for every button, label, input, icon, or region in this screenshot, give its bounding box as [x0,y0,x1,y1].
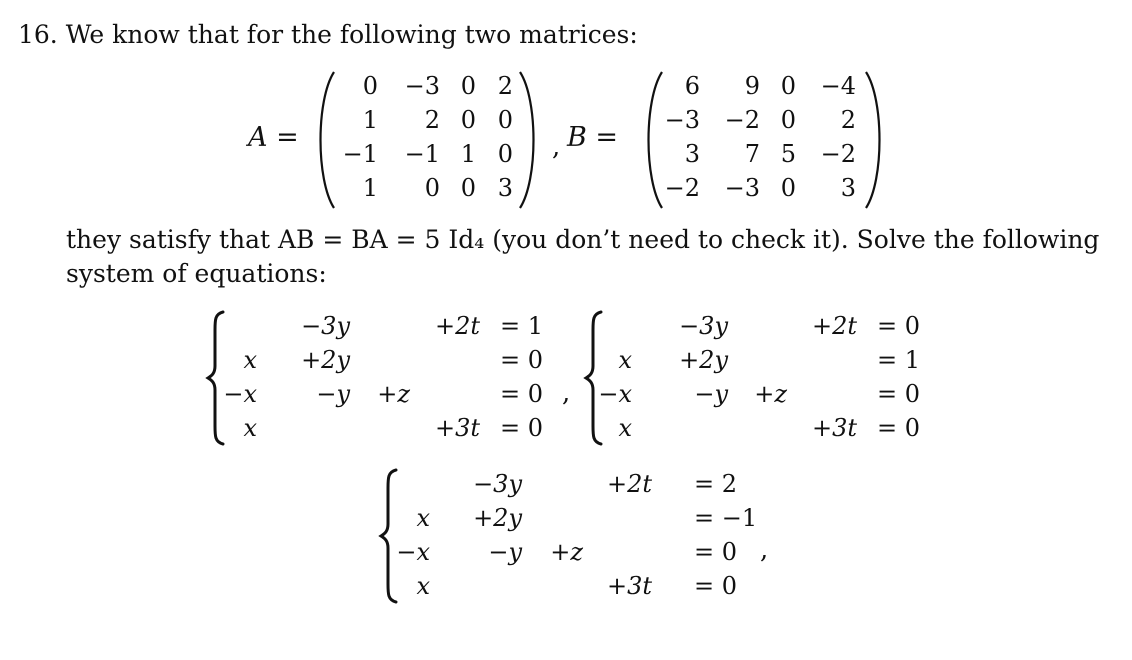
equation-rhs: = 0 [877,312,921,340]
equation-term: +2y [473,504,522,532]
matrix-entry: 0 [497,140,513,168]
matrix-entry: 0 [460,174,476,202]
equation-rhs: = 2 [694,470,738,498]
equation-rhs: = 0 [500,414,544,442]
problem-header [18,20,638,50]
equation-term: −3y [679,312,728,340]
matrix-entry: 3 [840,174,856,202]
matrix-entry: 2 [497,72,513,100]
equation-term: −y [488,538,522,566]
equation-term: +2t [811,312,857,340]
equation-term: +2y [679,346,728,374]
matrix-entry: 0 [780,106,796,134]
equation-rhs: = 1 [500,312,544,340]
matrix-entry: 1 [460,140,476,168]
equation-rhs: = 0 [694,572,738,600]
equation-rhs: = −1 [694,504,758,532]
equation-term: −y [694,380,728,408]
equation-term: +z [377,380,410,408]
equation-term: +2t [606,470,652,498]
matrix-entry: 7 [744,140,760,168]
matrix-b-label: B = [567,122,619,153]
matrix-entry: 5 [780,140,796,168]
equation-term: x [416,504,430,532]
matrix-entry: 1 [362,174,378,202]
equation-term: −x [396,538,430,566]
equation-term: +2t [434,312,480,340]
matrix-entry: 3 [497,174,513,202]
problem-number: 16. [18,20,58,49]
problem-intro: We know that for the following two matrices: [65,20,638,49]
matrix-entry: 0 [362,72,378,100]
equation-term: x [243,414,257,442]
equation-term: x [243,346,257,374]
matrix-separator: , [552,132,561,162]
matrix-entry: 0 [780,174,796,202]
matrix-entry: 0 [424,174,440,202]
matrix-entry: −3 [724,174,760,202]
matrix-entry: 2 [840,106,856,134]
equation-term: −3y [473,470,522,498]
equation-rhs: = 1 [877,346,921,374]
system-punctuation: , [562,378,571,408]
matrix-entry: −1 [404,140,440,168]
matrix-entry: 1 [362,106,378,134]
equation-term: −3y [301,312,350,340]
matrix-entry: −2 [820,140,856,168]
matrix-entry: −4 [820,72,856,100]
equation-term: +z [754,380,787,408]
equation-term: −x [223,380,257,408]
equation-term: +3t [811,414,857,442]
matrix-entry: −3 [664,106,700,134]
statement-line-1: they satisfy that AB = BA = 5 Id₄ (you don’t need to check it). Solve the following [66,225,1100,254]
equation-term: +2y [301,346,350,374]
matrix-entry: 0 [497,106,513,134]
equation-term: +3t [434,414,480,442]
matrix-a-right-paren [516,70,542,210]
matrix-entry: 6 [684,72,700,100]
matrix-entry: −1 [342,140,378,168]
matrix-entry: −2 [664,174,700,202]
equation-term: x [618,346,632,374]
equation-rhs: = 0 [500,346,544,374]
equation-term: +3t [606,572,652,600]
matrix-entry: 0 [780,72,796,100]
equation-rhs: = 0 [500,380,544,408]
system-punctuation: , [760,535,769,565]
equation-rhs: = 0 [694,538,738,566]
equation-term: +z [550,538,583,566]
equation-term: x [618,414,632,442]
equation-term: −x [598,380,632,408]
matrix-entry: −2 [724,106,760,134]
matrix-entry: −3 [404,72,440,100]
equation-rhs: = 0 [877,414,921,442]
equation-term: −y [316,380,350,408]
matrix-entry: 0 [460,106,476,134]
statement-line-2: system of equations: [66,259,327,288]
matrix-a-label: A = [248,122,299,153]
matrix-entry: 0 [460,72,476,100]
equation-rhs: = 0 [877,380,921,408]
matrix-entry: 9 [744,72,760,100]
equation-term: x [416,572,430,600]
matrix-entry: 2 [424,106,440,134]
matrix-b-right-paren [862,70,888,210]
matrix-entry: 3 [684,140,700,168]
